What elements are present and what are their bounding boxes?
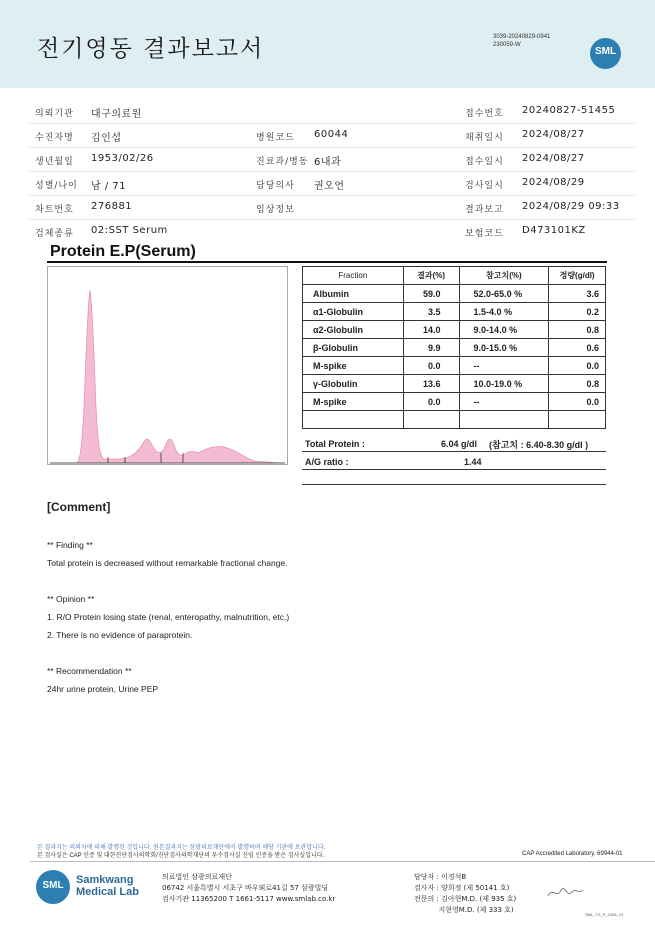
address-line-3: 검사기관 11365200 T 1661-5117 www.smlab.co.kr (162, 895, 336, 903)
footer-logo-text: SML (42, 880, 64, 891)
table-row (303, 303, 606, 321)
dept-label: 진료과/병동 (256, 157, 309, 167)
test-date-value: 2024/08/29 (522, 177, 585, 188)
opinion-item-1: 1. R/O Protein losing state (renal, enteropathy, malnutrition, etc.) (47, 612, 290, 622)
dob-label: 생년월일 (35, 157, 74, 167)
patient-label: 수진자명 (35, 133, 74, 143)
fraction-reference: -- (459, 393, 549, 411)
staff-line-2: 검사자 : 양희정 (제 50141 호) (414, 884, 510, 892)
fraction-name: α2-Globulin (303, 321, 404, 339)
electrophoresis-curve (48, 267, 287, 464)
address-line-2: 06742 서울특별시 서초구 바우뫼로41길 57 삼광빌딩 (162, 884, 329, 892)
staff-line-1: 담당자 : 이경석B (414, 873, 467, 881)
total-protein-row (302, 434, 606, 452)
fraction-result: 0.0 (403, 357, 459, 375)
address-line-1: 의료법인 삼광의료재단 (162, 873, 232, 881)
report-header (0, 0, 655, 88)
table-bottom-rule (302, 484, 606, 485)
brand-line-2: Medical Lab (76, 886, 139, 898)
fraction-name: β-Globulin (303, 339, 404, 357)
fraction-amount: 0.8 (549, 375, 606, 393)
fraction-result: 59.0 (403, 285, 459, 303)
fraction-name: α1-Globulin (303, 303, 404, 321)
fraction-name (303, 411, 404, 429)
total-protein-value: 6.04 g/dl (441, 439, 478, 449)
fraction-amount: 3.6 (549, 285, 606, 303)
section-title: Protein E.P(Serum) (50, 243, 196, 260)
receive-date-label: 접수일시 (465, 157, 504, 167)
table-row (303, 393, 606, 411)
fraction-name: Albumin (303, 285, 404, 303)
fraction-table (302, 266, 606, 429)
hospital-code-value: 60044 (314, 129, 349, 140)
fraction-result: 3.5 (403, 303, 459, 321)
signature-icon (545, 880, 585, 904)
recommendation-text: 24hr urine protein, Urine PEP (47, 684, 159, 694)
section-divider (47, 261, 607, 263)
form-code: SML_TS_P_2408_V1 (585, 912, 624, 917)
opinion-heading: ** Opinion ** (47, 594, 95, 604)
test-date-label: 검사일시 (465, 181, 504, 191)
fraction-result: 13.6 (403, 375, 459, 393)
fraction-name: M-spike (303, 393, 404, 411)
table-row (303, 375, 606, 393)
insurance-code-label: 보험코드 (465, 229, 504, 239)
opinion-item-2: 2. There is no evidence of paraprotein. (47, 630, 193, 640)
dept-value: 6내과 (314, 157, 342, 168)
fraction-result: 9.9 (403, 339, 459, 357)
info-row-chart (29, 196, 635, 220)
fraction-reference: 1.5-4.0 % (459, 303, 549, 321)
fraction-name: γ-Globulin (303, 375, 404, 393)
table-row (303, 411, 606, 429)
logo-text: SML (594, 46, 617, 57)
fraction-reference: -- (459, 357, 549, 375)
fraction-result: 0.0 (403, 393, 459, 411)
fraction-amount: 0.2 (549, 303, 606, 321)
ag-ratio-label: A/G ratio : (305, 457, 349, 467)
header-result: 결과(%) (403, 267, 459, 285)
staff-line-4: 지현영M.D. (제 333 호) (414, 906, 514, 914)
document-id (493, 33, 550, 49)
doctor-value: 권오언 (314, 181, 345, 192)
fraction-reference: 9.0-14.0 % (459, 321, 549, 339)
fraction-reference: 9.0-15.0 % (459, 339, 549, 357)
document-id-line1: 3039-20240829-0941 (493, 34, 551, 40)
fraction-amount: 0.0 (549, 357, 606, 375)
table-row (303, 321, 606, 339)
table-row (303, 285, 606, 303)
table-header-row (303, 267, 606, 285)
sex-age-label: 성별/나이 (35, 181, 78, 191)
fraction-amount (549, 411, 606, 429)
info-row-dob (29, 148, 635, 172)
report-title: 전기영동 결과보고서 (37, 36, 265, 62)
table-row (303, 357, 606, 375)
recommendation-heading: ** Recommendation ** (47, 666, 132, 676)
collect-date-value: 2024/08/27 (522, 129, 585, 140)
totals-block (302, 434, 606, 470)
fraction-reference: 52.0-65.0 % (459, 285, 549, 303)
fraction-name: M-spike (303, 357, 404, 375)
ag-ratio-row (302, 452, 606, 470)
report-date-label: 결과보고 (465, 205, 504, 215)
fraction-amount: 0.0 (549, 393, 606, 411)
clinical-info-label: 임상정보 (256, 205, 295, 215)
institution-value: 대구의료원 (91, 109, 142, 120)
footer-address (162, 872, 335, 905)
insurance-code-value: D473101KZ (522, 225, 586, 236)
fraction-result: 14.0 (403, 321, 459, 339)
sml-logo-icon (590, 38, 621, 69)
header-fraction: Fraction (303, 267, 404, 285)
chart-no-value: 276881 (91, 201, 133, 212)
header-reference: 참고치(%) (459, 267, 549, 285)
info-row-patient (29, 124, 635, 148)
electrophoresis-graph (47, 266, 288, 465)
finding-text: Total protein is decreased without remarkable fractional change. (47, 558, 288, 568)
footer-brand (76, 874, 139, 898)
fraction-result (403, 411, 459, 429)
specimen-value: 02:SST Serum (91, 225, 168, 236)
header-amount: 정량(g/dl) (549, 267, 606, 285)
fraction-amount: 0.8 (549, 321, 606, 339)
document-id-line2: 230059-W (493, 42, 521, 48)
footer-divider (30, 861, 655, 862)
patient-value: 김인섭 (91, 133, 122, 144)
footer-notice-1: 본 결과지는 의뢰자에 의해 발행된 것입니다. 원본결과지는 삼광의료재단에서 발행하며 해당 기관에 보관합니다. (37, 845, 326, 851)
collect-date-label: 채취일시 (465, 133, 504, 143)
footer-notice-2: 본 검사실은 CAP 인증 및 대한진단검사의학회/진단검사의학재단의 우수검사실 신임 인증을 받은 검사실입니다. (37, 853, 325, 859)
chart-no-label: 차트번호 (35, 205, 74, 215)
doctor-label: 담당의사 (256, 181, 295, 191)
table-row (303, 339, 606, 357)
fraction-reference: 10.0-19.0 % (459, 375, 549, 393)
total-protein-reference: (참고치 : 6.40-8.30 g/dl ) (489, 440, 589, 450)
ag-ratio-value: 1.44 (464, 457, 482, 467)
institution-label: 의뢰기관 (35, 109, 74, 119)
receipt-no-value: 20240827-51455 (522, 105, 616, 116)
hospital-code-label: 병원코드 (256, 133, 295, 143)
fraction-reference (459, 411, 549, 429)
info-row-specimen (29, 220, 635, 244)
cap-accreditation: CAP Accredited Laboratory. 69944-01 (522, 851, 623, 857)
fraction-amount: 0.6 (549, 339, 606, 357)
footer-staff (414, 872, 516, 916)
info-row-sex-age (29, 172, 635, 196)
finding-heading: ** Finding ** (47, 540, 93, 550)
total-protein-label: Total Protein : (305, 439, 365, 449)
brand-line-1: Samkwang (76, 874, 134, 886)
sml-footer-logo-icon (36, 870, 70, 904)
receipt-no-label: 접수번호 (465, 109, 504, 119)
specimen-label: 검체종류 (35, 229, 74, 239)
receive-date-value: 2024/08/27 (522, 153, 585, 164)
comment-title: [Comment] (47, 500, 111, 514)
staff-line-3: 전문의 : 김아현M.D. (제 935 호) (414, 895, 517, 903)
report-date-value: 2024/08/29 09:33 (522, 201, 620, 212)
info-row-institution (29, 100, 635, 124)
sex-age-value: 남 / 71 (91, 181, 127, 192)
dob-value: 1953/02/26 (91, 153, 154, 164)
